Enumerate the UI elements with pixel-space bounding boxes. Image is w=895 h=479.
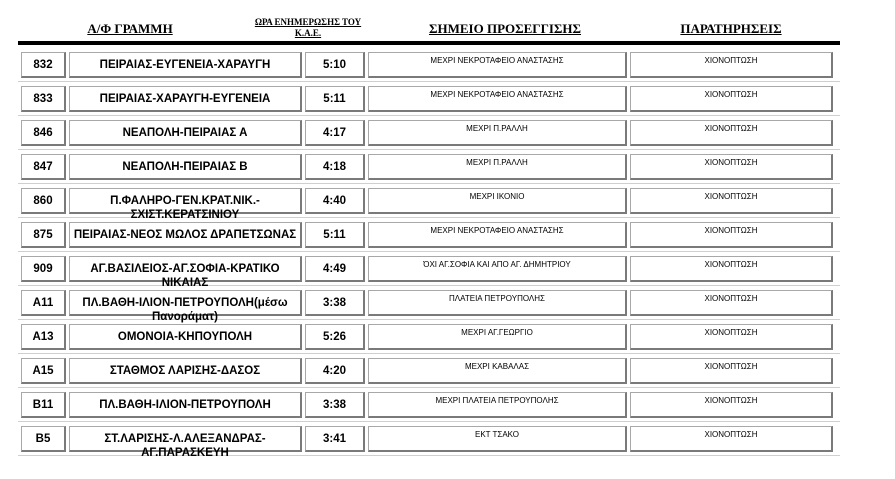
line-id-cell	[21, 392, 66, 418]
notes-cell	[630, 290, 833, 316]
line-id: Β11	[32, 399, 54, 411]
route-name-cell	[69, 324, 302, 350]
table-row	[18, 150, 840, 184]
line-id-cell	[21, 120, 66, 146]
update-time-cell	[305, 188, 365, 214]
approach-point-cell	[368, 290, 627, 316]
route-name-cell	[69, 290, 302, 323]
notes-cell	[630, 86, 833, 112]
notes-cell	[630, 120, 833, 146]
route-name-cell	[69, 426, 302, 459]
line-id: Α15	[32, 365, 54, 377]
route-name-cell	[69, 358, 302, 384]
approach-point-cell	[368, 426, 627, 452]
approach-point-cell	[368, 86, 627, 112]
notes: ΧΙΟΝΟΠΤΩΣΗ	[704, 260, 758, 269]
notes: ΧΙΟΝΟΠΤΩΣΗ	[704, 396, 758, 405]
route-name: ΣΤΑΘΜΟΣ ΛΑΡΙΣΗΣ-ΔΑΣΟΣ	[109, 365, 261, 377]
notes: ΧΙΟΝΟΠΤΩΣΗ	[704, 362, 758, 371]
table-row	[18, 388, 840, 422]
approach-point-cell	[368, 324, 627, 350]
notes: ΧΙΟΝΟΠΤΩΣΗ	[704, 294, 758, 303]
route-name-cell	[69, 154, 302, 180]
line-id-cell	[21, 86, 66, 112]
table-row	[18, 286, 840, 323]
notes-cell	[630, 52, 833, 78]
table-header	[0, 0, 895, 46]
update-time: 4:18	[322, 161, 347, 173]
approach-point: ΜΕΧΡΙ Π.ΡΑΛΛΗ	[466, 124, 528, 133]
table-row	[18, 184, 840, 221]
line-id-cell	[21, 324, 66, 350]
table-row	[18, 116, 840, 150]
update-time: 5:11	[323, 93, 346, 105]
table-row	[18, 82, 840, 116]
column-header-update-time: ΩΡΑ ΕΝΗΜΕΡΩΣΗΣ ΤΟΥ Κ.Α.Ε.	[254, 17, 362, 38]
approach-point-cell	[368, 154, 627, 180]
update-time: 5:11	[323, 229, 346, 241]
line-id-cell	[21, 358, 66, 384]
update-time: 3:38	[322, 399, 347, 411]
route-name-cell	[69, 86, 302, 112]
approach-point-cell	[368, 256, 627, 282]
approach-point-cell	[368, 392, 627, 418]
route-name-cell	[69, 392, 302, 418]
approach-point: ΜΕΧΡΙ ΑΓ.ΓΕΩΡΓΙΟ	[461, 328, 533, 337]
notes: ΧΙΟΝΟΠΤΩΣΗ	[704, 328, 758, 337]
route-name: ΠΕΙΡΑΙΑΣ-ΝΕΟΣ ΜΩΛΟΣ ΔΡΑΠΕΤΣΩΝΑΣ	[73, 229, 297, 241]
approach-point-cell	[368, 222, 627, 248]
route-name-cell	[69, 52, 302, 78]
line-id: 846	[33, 127, 53, 139]
update-time: 4:40	[322, 195, 347, 207]
update-time: 3:38	[322, 297, 347, 309]
approach-point-cell	[368, 358, 627, 384]
line-id: 860	[33, 195, 53, 207]
approach-point: ΜΕΧΡΙ ΚΑΒΑΛΑΣ	[464, 362, 530, 371]
route-name: ΠΕΙΡΑΙΑΣ-ΕΥΓΕΝΕΙΑ-ΧΑΡΑΥΓΗ	[99, 59, 271, 71]
line-id: 847	[33, 161, 53, 173]
lines-table	[18, 48, 840, 459]
column-header-line: Α/Φ ΓΡΑΜΜΗ	[87, 21, 173, 36]
route-name: ΠΛ.ΒΑΘΗ-ΙΛΙΟΝ-ΠΕΤΡΟΥΠΟΛΗ(μέσω Πανοράματ)	[82, 297, 288, 323]
line-id: Α11	[32, 297, 54, 309]
table-row	[18, 354, 840, 388]
table-row	[18, 320, 840, 354]
header-divider	[18, 41, 840, 45]
line-id-cell	[21, 188, 66, 214]
update-time-cell	[305, 120, 365, 146]
approach-point: ΜΕΧΡΙ ΝΕΚΡΟΤΑΦΕΙΟ ΑΝΑΣΤΑΣΗΣ	[430, 90, 564, 99]
update-time: 4:17	[322, 127, 347, 139]
route-name: Π.ΦΑΛΗΡΟ-ΓΕΝ.ΚΡΑΤ.ΝΙΚ.-ΣΧΙΣΤ.ΚΕΡΑΤΣΙΝΙΟΥ	[110, 195, 260, 221]
notes: ΧΙΟΝΟΠΤΩΣΗ	[704, 192, 758, 201]
notes-cell	[630, 154, 833, 180]
notes-cell	[630, 222, 833, 248]
approach-point: ΜΕΧΡΙ ΝΕΚΡΟΤΑΦΕΙΟ ΑΝΑΣΤΑΣΗΣ	[430, 56, 564, 65]
approach-point: ΜΕΧΡΙ ΙΚΟΝΙΟ	[469, 192, 525, 201]
notes-cell	[630, 392, 833, 418]
update-time: 4:49	[322, 263, 347, 275]
notes-cell	[630, 256, 833, 282]
line-id: 875	[33, 229, 53, 241]
approach-point: ΕΚΤ ΤΣΑΚΟ	[475, 430, 519, 439]
update-time-cell	[305, 256, 365, 282]
update-time-cell	[305, 392, 365, 418]
update-time: 4:20	[322, 365, 347, 377]
approach-point-cell	[368, 188, 627, 214]
route-name: ΣΤ.ΛΑΡΙΣΗΣ-Λ.ΑΛΕΞΑΝΔΡΑΣ-ΑΓ.ΠΑΡΑΣΚΕΥΗ	[104, 433, 266, 459]
table-row	[18, 252, 840, 289]
notes-cell	[630, 188, 833, 214]
update-time: 5:10	[322, 59, 347, 71]
approach-point-cell	[368, 120, 627, 146]
update-time-cell	[305, 358, 365, 384]
line-id-cell	[21, 290, 66, 316]
line-id-cell	[21, 52, 66, 78]
line-id: 832	[33, 59, 53, 71]
approach-point: ΌΧΙ ΑΓ.ΣΟΦΙΑ ΚΑΙ ΑΠΟ ΑΓ. ΔΗΜΗΤΡΙΟΥ	[423, 260, 571, 269]
line-id: 909	[33, 263, 53, 275]
approach-point: ΠΛΑΤΕΙΑ ΠΕΤΡΟΥΠΟΛΗΣ	[449, 294, 545, 303]
line-id-cell	[21, 256, 66, 282]
line-id-cell	[21, 154, 66, 180]
update-time-cell	[305, 52, 365, 78]
notes-cell	[630, 324, 833, 350]
notes-cell	[630, 426, 833, 452]
update-time-cell	[305, 86, 365, 112]
update-time-cell	[305, 426, 365, 452]
line-id-cell	[21, 222, 66, 248]
update-time: 5:26	[322, 331, 347, 343]
notes: ΧΙΟΝΟΠΤΩΣΗ	[704, 158, 758, 167]
update-time-cell	[305, 154, 365, 180]
column-header-approach-point: ΣΗΜΕΙΟ ΠΡΟΣΕΓΓΙΣΗΣ	[428, 21, 582, 36]
route-name-cell	[69, 120, 302, 146]
line-id: 833	[33, 93, 53, 105]
update-time-cell	[305, 324, 365, 350]
approach-point: ΜΕΧΡΙ ΠΛΑΤΕΙΑ ΠΕΤΡΟΥΠΟΛΗΣ	[435, 396, 559, 405]
notes: ΧΙΟΝΟΠΤΩΣΗ	[704, 56, 758, 65]
update-time: 3:41	[322, 433, 347, 445]
route-name: ΝΕΑΠΟΛΗ-ΠΕΙΡΑΙΑΣ Β	[122, 161, 248, 173]
notes: ΧΙΟΝΟΠΤΩΣΗ	[704, 226, 758, 235]
route-name-cell	[69, 256, 302, 289]
update-time-cell	[305, 290, 365, 316]
line-id-cell	[21, 426, 66, 452]
notes: ΧΙΟΝΟΠΤΩΣΗ	[704, 430, 758, 439]
approach-point: ΜΕΧΡΙ ΝΕΚΡΟΤΑΦΕΙΟ ΑΝΑΣΤΑΣΗΣ	[430, 226, 564, 235]
notes-cell	[630, 358, 833, 384]
table-row	[18, 48, 840, 82]
route-name-cell	[69, 188, 302, 221]
line-id: Α13	[32, 331, 54, 343]
line-id: Β5	[35, 433, 51, 445]
route-name: ΑΓ.ΒΑΣΙΛΕΙΟΣ-ΑΓ.ΣΟΦΙΑ-ΚΡΑΤΙΚΟ ΝΙΚΑΙΑΣ	[90, 263, 280, 289]
notes: ΧΙΟΝΟΠΤΩΣΗ	[704, 90, 758, 99]
route-name: ΠΛ.ΒΑΘΗ-ΙΛΙΟΝ-ΠΕΤΡΟΥΠΟΛΗ	[99, 399, 271, 411]
approach-point: ΜΕΧΡΙ Π.ΡΑΛΛΗ	[466, 158, 528, 167]
approach-point-cell	[368, 52, 627, 78]
update-time-cell	[305, 222, 365, 248]
column-header-notes: ΠΑΡΑΤΗΡΗΣΕΙΣ	[680, 21, 782, 36]
route-name: ΠΕΙΡΑΙΑΣ-ΧΑΡΑΥΓΗ-ΕΥΓΕΝΕΙΑ	[99, 93, 271, 105]
route-name: ΟΜΟΝΟΙΑ-ΚΗΠΟΥΠΟΛΗ	[117, 331, 253, 343]
notes: ΧΙΟΝΟΠΤΩΣΗ	[704, 124, 758, 133]
route-name: ΝΕΑΠΟΛΗ-ΠΕΙΡΑΙΑΣ Α	[122, 127, 248, 139]
table-row	[18, 422, 840, 459]
table-row	[18, 218, 840, 252]
route-name-cell	[69, 222, 302, 248]
